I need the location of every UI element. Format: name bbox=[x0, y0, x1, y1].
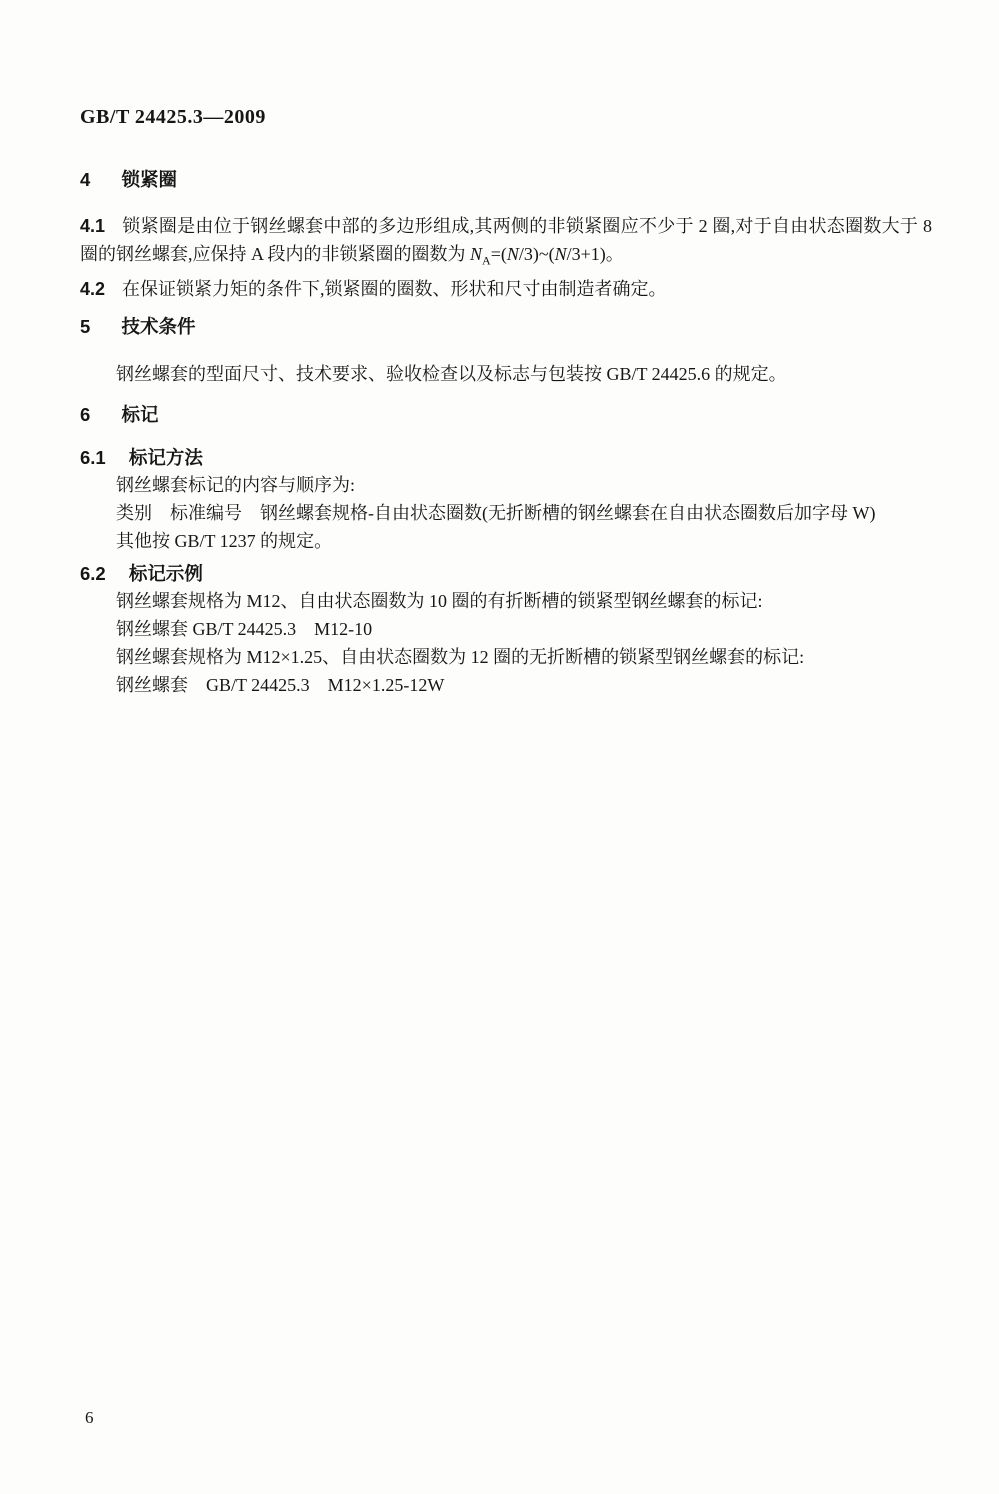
section-6-heading bbox=[80, 402, 932, 428]
clause-4-1 bbox=[80, 212, 932, 275]
section-6-1-heading bbox=[80, 445, 932, 471]
clause-4-2-number: 4.2 bbox=[80, 278, 106, 299]
page-content bbox=[80, 106, 932, 699]
clause-4-1-text: 锁紧圈是由位于钢丝螺套中部的多边形组成,其两侧的非锁紧圈应不少于 2 圈,对于自由状态圈数大于 8 圈的钢丝螺套,应保持 A 段内的非锁紧圈的圈数为 bbox=[80, 216, 932, 264]
section-6-2-title: 标记示例 bbox=[128, 562, 203, 584]
clause-4-2-text: 在保证锁紧力矩的条件下,锁紧圈的圈数、形状和尺寸由制造者确定。 bbox=[122, 278, 667, 299]
example-1-designation: 钢丝螺套 GB/T 24425.3 M12-10 bbox=[116, 618, 373, 639]
formula-var-n1: N bbox=[470, 244, 483, 264]
section-4-heading bbox=[80, 167, 932, 193]
page-number: 6 bbox=[85, 1408, 94, 1427]
example-2-designation: 钢丝螺套 GB/T 24425.3 M12×1.25-12W bbox=[116, 674, 445, 695]
clause-4-2 bbox=[80, 275, 932, 303]
section-6-2-number: 6.2 bbox=[80, 562, 106, 584]
section-6-number: 6 bbox=[80, 403, 91, 425]
section-6-1-number: 6.1 bbox=[80, 446, 106, 468]
section-4-title: 锁紧圈 bbox=[121, 169, 177, 190]
clause-4-1-number: 4.1 bbox=[80, 216, 106, 236]
example-1-description: 钢丝螺套规格为 M12、自由状态圈数为 10 圈的有折断槽的锁紧型钢丝螺套的标记: bbox=[116, 590, 763, 611]
example-2-description: 钢丝螺套规格为 M12×1.25、自由状态圈数为 12 圈的无折断槽的锁紧型钢丝螺套的标记: bbox=[116, 646, 805, 667]
formula-mid: /3)~( bbox=[518, 244, 555, 264]
section-5-heading bbox=[80, 314, 932, 340]
marking-format-paragraph: 类别 标准编号 钢丝螺套规格-自由状态圈数(无折断槽的钢丝螺套在自由状态圈数后加字母 W) bbox=[116, 502, 876, 523]
marking-other-rule-paragraph: 其他按 GB/T 1237 的规定。 bbox=[116, 530, 333, 551]
formula-subscript-a: A bbox=[482, 253, 491, 268]
section-5-number: 5 bbox=[80, 315, 91, 337]
standard-number-header: GB/T 24425.3—2009 bbox=[80, 106, 266, 128]
section-5-paragraph: 钢丝螺套的型面尺寸、技术要求、验收检查以及标志与包装按 GB/T 24425.6 的规定。 bbox=[116, 363, 787, 384]
formula-na bbox=[470, 244, 624, 268]
section-6-1-title: 标记方法 bbox=[128, 446, 203, 468]
formula-equals: =( bbox=[490, 244, 507, 264]
formula-var-n2: N bbox=[506, 244, 519, 264]
section-5-title: 技术条件 bbox=[121, 315, 196, 337]
formula-tail: /3+1)。 bbox=[566, 244, 624, 264]
section-4-number: 4 bbox=[80, 169, 91, 190]
marking-intro-paragraph: 钢丝螺套标记的内容与顺序为: bbox=[116, 474, 355, 495]
section-6-title: 标记 bbox=[121, 403, 159, 425]
section-6-2-heading bbox=[80, 561, 932, 587]
formula-var-n3: N bbox=[554, 244, 567, 264]
